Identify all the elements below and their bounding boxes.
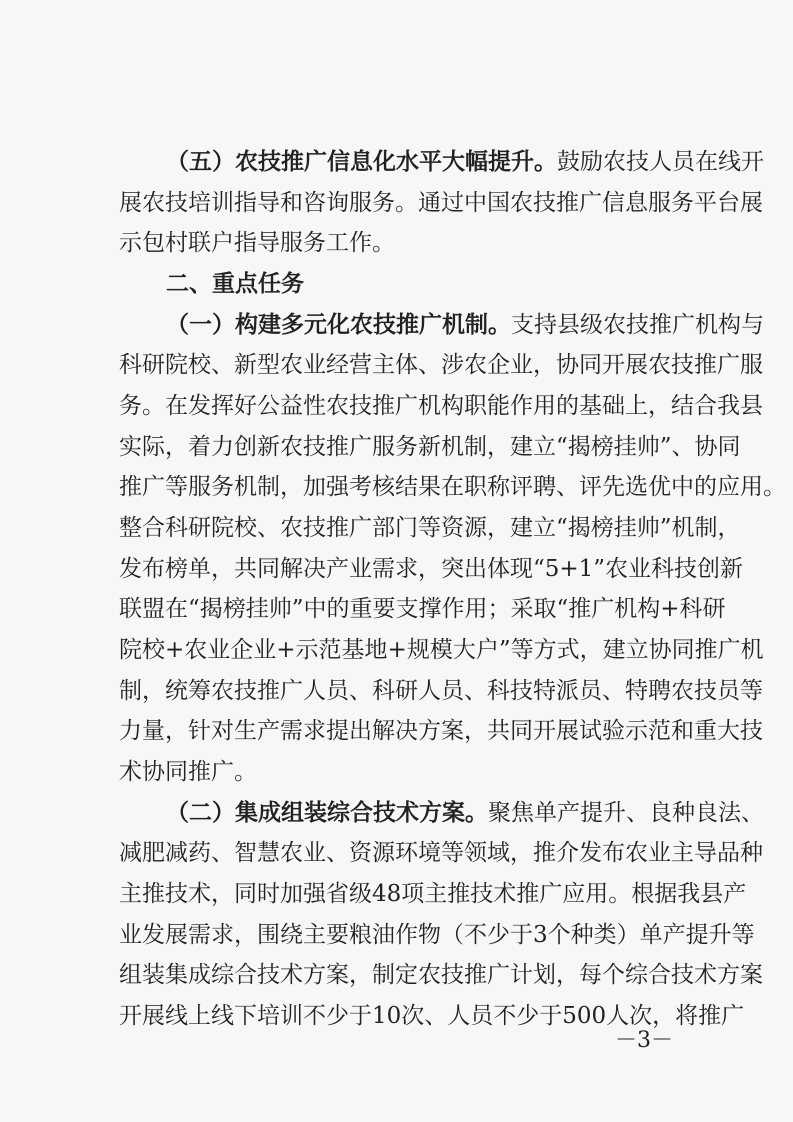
- paragraph-2-line-8: 联盟在“揭榜挂帅”中的重要支撑作用；采取“推广机构+科研: [119, 596, 726, 622]
- paragraph-2-text: 支持县级农技推广机构与: [511, 312, 764, 338]
- paragraph-2-line-3: 务。在发挥好公益性农技推广机构职能作用的基础上，结合我县: [119, 393, 763, 419]
- paragraph-1-text: 鼓励农技人员在线开: [557, 149, 764, 175]
- paragraph-3-line-6: 开展线上线下培训不少于10次、人员不少于500人次，将推广: [119, 1003, 745, 1029]
- paragraph-1-line-3: 示包村联户指导服务工作。: [119, 230, 395, 256]
- paragraph-3-text: 聚焦单产提升、良种良法、: [488, 800, 764, 826]
- paragraph-3-line-1: [166, 797, 764, 829]
- paragraph-2-line-2: 科研院校、新型农业经营主体、涉农企业，协同开展农技推广服: [119, 352, 763, 378]
- paragraph-2-lead: （一）构建多元化农技推广机制。: [166, 312, 511, 338]
- paragraph-1-lead: （五）农技推广信息化水平大幅提升。: [166, 149, 557, 175]
- paragraph-3-lead: （二）集成组装综合技术方案。: [166, 800, 488, 826]
- paragraph-2-line-7: 发布榜单，共同解决产业需求，突出体现“5+1”农业科技创新: [119, 556, 744, 582]
- paragraph-1-line-2: 展农技培训指导和咨询服务。通过中国农技推广信息服务平台展: [119, 190, 763, 216]
- paragraph-3-line-2: 减肥减药、智慧农业、资源环境等领域，推介发布农业主导品种: [119, 840, 763, 866]
- section-heading: 二、重点任务: [166, 271, 304, 297]
- paragraph-2-line-4: 实际，着力创新农技推广服务新机制，建立“揭榜挂帅”、协同: [119, 434, 741, 460]
- paragraph-2-line-9: 院校+农业企业+示范基地+规模大户”等方式，建立协同推广机: [119, 637, 764, 663]
- paragraph-2-line-12: 术协同推广。: [119, 759, 257, 785]
- paragraph-3-line-4: 业发展需求，围绕主要粮油作物（不少于3个种类）单产提升等: [119, 922, 755, 948]
- paragraph-2-line-1: [166, 309, 764, 341]
- paragraph-2-line-6: 整合科研院校、农技推广部门等资源，建立“揭榜挂帅”机制，: [119, 515, 741, 541]
- paragraph-1-line-1: [166, 146, 764, 178]
- paragraph-3-line-5: 组装集成综合技术方案，制定农技推广计划，每个综合技术方案: [119, 962, 763, 988]
- paragraph-3-line-3: 主推技术，同时加强省级48项主推技术推广应用。根据我县产: [119, 881, 747, 907]
- paragraph-2-line-11: 力量，针对生产需求提出解决方案，共同开展试验示范和重大技: [119, 718, 763, 744]
- paragraph-2-line-5: 推广等服务机制，加强考核结果在职称评聘、评先选优中的应用。: [119, 474, 786, 500]
- paragraph-2-line-10: 制，统筹农技推广人员、科研人员、科技特派员、特聘农技员等: [119, 678, 763, 704]
- page-number: －3－: [615, 1028, 673, 1053]
